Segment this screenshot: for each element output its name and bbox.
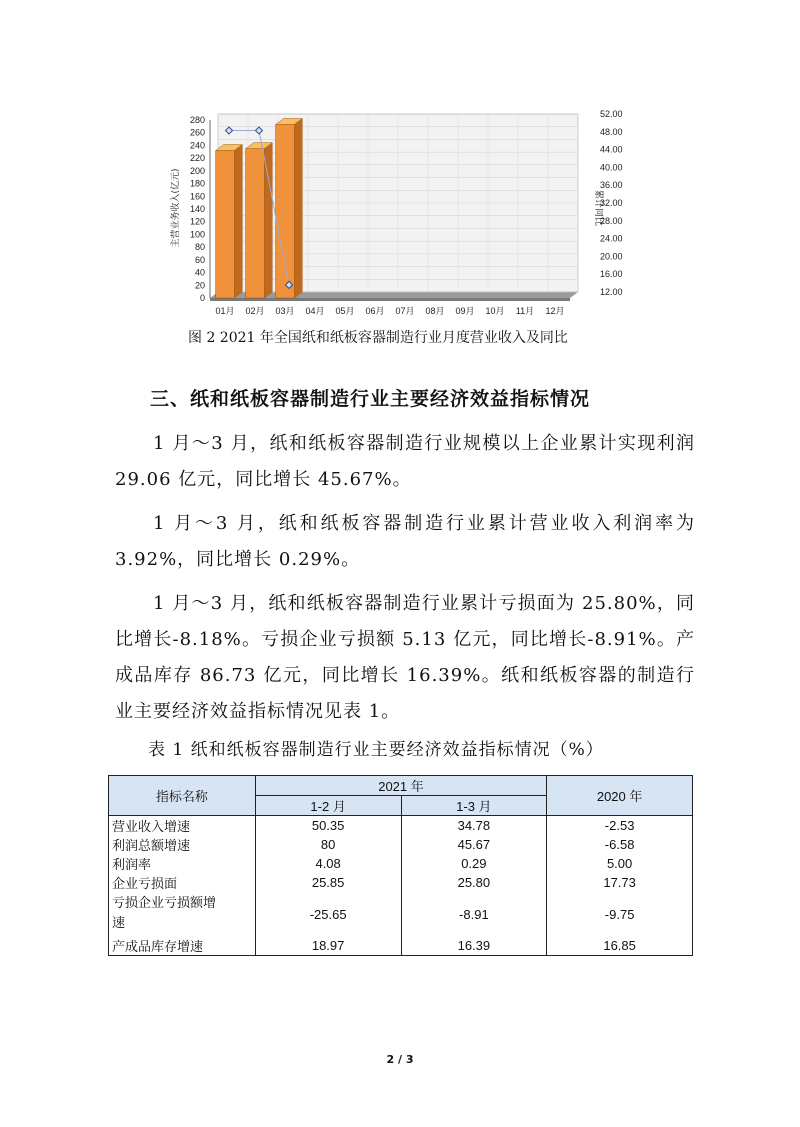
table-caption: 表 1 纸和纸板容器制造行业主要经济效益指标情况（%） bbox=[148, 740, 604, 760]
cell-jan-mar: 34.78 bbox=[401, 816, 547, 836]
header-jan-mar: 1-3 月 bbox=[401, 796, 547, 816]
bar-front bbox=[276, 124, 295, 298]
header-year-2021: 2021 年 bbox=[255, 776, 546, 796]
cell-jan-mar: 0.29 bbox=[401, 854, 547, 873]
x-tick-label: 08月 bbox=[425, 306, 445, 316]
y-left-tick-label: 160 bbox=[189, 191, 205, 202]
y-left-tick-label: 40 bbox=[194, 267, 205, 278]
bar-side bbox=[294, 118, 302, 298]
table-row bbox=[109, 854, 693, 873]
y-left-tick-label: 180 bbox=[189, 178, 205, 189]
row-name: 亏损企业亏损额增速 bbox=[109, 892, 256, 936]
cell-jan-mar: 25.80 bbox=[401, 873, 547, 892]
x-tick-label: 07月 bbox=[395, 306, 415, 316]
header-year-2020: 2020 年 bbox=[547, 776, 693, 816]
indicator-table bbox=[108, 775, 693, 956]
y-left-tick-label: 260 bbox=[189, 127, 205, 138]
table-row bbox=[109, 936, 693, 956]
section-heading: 三、纸和纸板容器制造行业主要经济效益指标情况 bbox=[150, 388, 591, 410]
x-tick-label: 03月 bbox=[275, 306, 295, 316]
paragraph-profit: 1 月～3 月，纸和纸板容器制造行业规模以上企业累计实现利润 29.06 亿元，同比增长 45.67%。 bbox=[115, 433, 695, 490]
x-tick-label: 02月 bbox=[245, 306, 265, 316]
x-tick-label: 12月 bbox=[545, 306, 565, 316]
y-left-tick-label: 80 bbox=[194, 242, 205, 253]
x-tick-label: 01月 bbox=[215, 306, 235, 316]
y-right-tick-label: 40.00 bbox=[600, 162, 623, 173]
y-left-tick-label: 0 bbox=[199, 293, 205, 303]
cell-2020: -2.53 bbox=[547, 816, 693, 836]
y-left-tick-label: 240 bbox=[189, 140, 205, 151]
x-tick-label: 10月 bbox=[485, 306, 505, 316]
plot-floor-edge bbox=[210, 298, 570, 301]
y-right-tick-label: 32.00 bbox=[600, 198, 623, 208]
paragraph-margin: 1 月～3 月，纸和纸板容器制造行业累计营业收入利润率为 3.92%，同比增长 0.29%。 bbox=[115, 513, 695, 570]
chart-canvas bbox=[160, 108, 630, 326]
cell-jan-feb: -25.65 bbox=[255, 892, 401, 936]
row-name: 产成品库存增速 bbox=[109, 936, 256, 956]
cell-jan-mar: -8.91 bbox=[401, 892, 547, 936]
table-row bbox=[109, 835, 693, 854]
y-right-tick-label: 12.00 bbox=[600, 287, 623, 297]
cell-jan-feb: 18.97 bbox=[255, 936, 401, 956]
y-left-tick-label: 20 bbox=[194, 280, 205, 291]
x-tick-label: 05月 bbox=[335, 306, 355, 316]
y-left-tick-label: 220 bbox=[189, 153, 205, 164]
y-left-tick-label: 200 bbox=[189, 165, 205, 176]
x-tick-label: 06月 bbox=[365, 306, 385, 316]
y-right-tick-label: 48.00 bbox=[600, 126, 623, 137]
y-right-tick-label: 44.00 bbox=[600, 144, 623, 155]
y-right-tick-label: 28.00 bbox=[600, 215, 623, 226]
y-left-tick-label: 100 bbox=[189, 229, 205, 240]
chart-caption: 图 2 2021 年全国纸和纸板容器制造行业月度营业收入及同比 bbox=[188, 330, 568, 346]
row-name: 利润总额增速 bbox=[109, 835, 256, 854]
page-number: 2 / 3 bbox=[386, 1053, 414, 1066]
y-right-tick-label: 36.00 bbox=[600, 180, 623, 191]
cell-jan-feb: 50.35 bbox=[255, 816, 401, 836]
revenue-chart bbox=[160, 108, 630, 326]
table-row bbox=[109, 892, 693, 936]
cell-jan-feb: 4.08 bbox=[255, 854, 401, 873]
header-jan-feb: 1-2 月 bbox=[255, 796, 401, 816]
cell-2020: 16.85 bbox=[547, 936, 693, 956]
header-indicator-name: 指标名称 bbox=[109, 776, 256, 816]
y-left-tick-label: 120 bbox=[189, 216, 205, 227]
y-right-tick-label: 16.00 bbox=[600, 269, 623, 280]
cell-2020: -9.75 bbox=[547, 892, 693, 936]
y-left-tick-label: 280 bbox=[189, 115, 205, 125]
cell-jan-feb: 80 bbox=[255, 835, 401, 854]
row-name: 利润率 bbox=[109, 854, 256, 873]
paragraph-loss: 1 月～3 月，纸和纸板容器制造行业累计亏损面为 25.80%，同比增长-8.18%。亏损企业亏损额 5.13 亿元，同比增长-8.91%。产成品库存 86.73 亿元，同比增长 16.39%。纸和纸板容器的制造行业主要经济效益指标情况见表 1。 bbox=[115, 593, 695, 722]
cell-2020: 17.73 bbox=[547, 873, 693, 892]
y-right-tick-label: 52.00 bbox=[600, 109, 623, 119]
table-row bbox=[109, 873, 693, 892]
table-row bbox=[109, 816, 693, 836]
bar-side bbox=[234, 145, 242, 298]
x-tick-label: 09月 bbox=[455, 306, 475, 316]
cell-2020: -6.58 bbox=[547, 835, 693, 854]
row-name: 企业亏损面 bbox=[109, 873, 256, 892]
bar-front bbox=[216, 151, 235, 298]
y-left-tick-label: 140 bbox=[189, 204, 205, 214]
y-right-tick-label: 20.00 bbox=[600, 251, 623, 262]
y-right-axis-title: 累计同比 bbox=[593, 189, 603, 227]
row-name: 营业收入增速 bbox=[109, 816, 256, 836]
y-left-axis-title: 主营业务收入(亿元) bbox=[171, 168, 181, 248]
cell-2020: 5.00 bbox=[547, 854, 693, 873]
y-right-tick-label: 24.00 bbox=[600, 233, 623, 244]
x-tick-label: 04月 bbox=[305, 306, 325, 316]
cell-jan-mar: 16.39 bbox=[401, 936, 547, 956]
x-tick-label: 11月 bbox=[515, 306, 535, 316]
cell-jan-feb: 25.85 bbox=[255, 873, 401, 892]
bar-front bbox=[246, 149, 265, 298]
y-left-tick-label: 60 bbox=[194, 254, 205, 265]
cell-jan-mar: 45.67 bbox=[401, 835, 547, 854]
